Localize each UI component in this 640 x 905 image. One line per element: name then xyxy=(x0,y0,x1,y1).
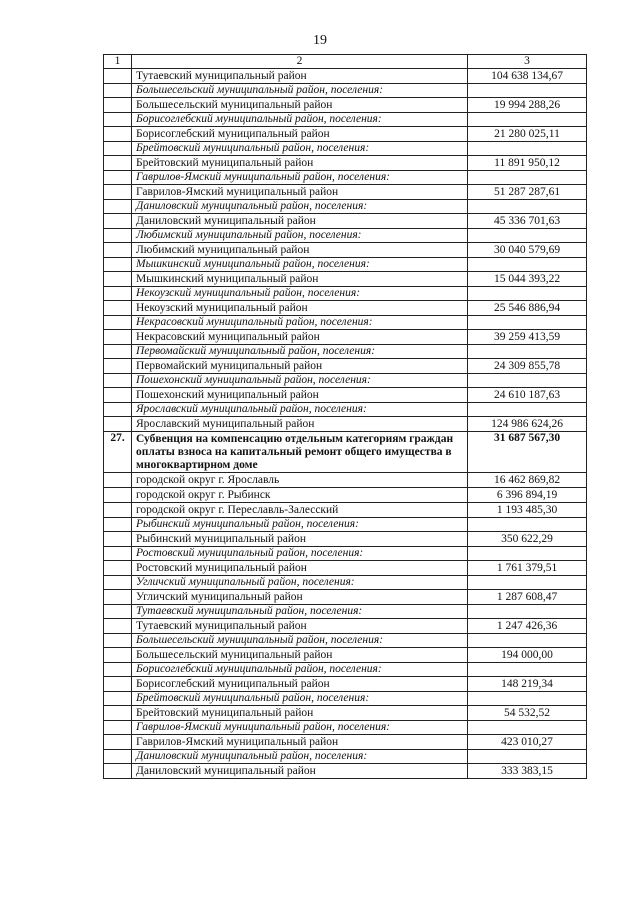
subheading-text: Пошехонский муниципальный район, поселения: xyxy=(132,374,468,388)
table-row xyxy=(104,735,587,750)
row-amount-cell xyxy=(468,576,587,590)
row-amount-cell: 15 044 393,22 xyxy=(468,272,587,287)
row-number-cell xyxy=(104,287,132,301)
row-name-cell: Даниловский муниципальный район xyxy=(132,764,468,779)
row-number-cell xyxy=(104,301,132,316)
subheading-text: Брейтовский муниципальный район, поселения: xyxy=(132,142,468,156)
row-number-cell xyxy=(104,330,132,345)
row-amount-cell: 21 280 025,11 xyxy=(468,127,587,142)
row-amount-cell: 16 462 869,82 xyxy=(468,473,587,488)
row-number-cell xyxy=(104,214,132,229)
row-name-cell: городской округ г. Рыбинск xyxy=(132,488,468,503)
subheading-text: Даниловский муниципальный район, поселения: xyxy=(132,200,468,214)
row-amount-cell xyxy=(468,374,587,388)
subheading-text: Гаврилов-Ямский муниципальный район, поселения: xyxy=(132,721,468,735)
row-amount-cell: 45 336 701,63 xyxy=(468,214,587,229)
row-number-cell xyxy=(104,503,132,518)
row-number-cell xyxy=(104,721,132,735)
row-name-cell: Ростовский муниципальный район xyxy=(132,561,468,576)
table-row xyxy=(104,301,587,316)
section-subheading-row xyxy=(104,750,587,764)
row-amount-cell: 333 383,15 xyxy=(468,764,587,779)
row-name-cell: Борисоглебский муниципальный район xyxy=(132,677,468,692)
subheading-text: Борисоглебский муниципальный район, поселения: xyxy=(132,663,468,677)
row-number-cell xyxy=(104,750,132,764)
section-subheading-row xyxy=(104,287,587,301)
row-number-cell xyxy=(104,473,132,488)
row-amount-cell: 1 193 485,30 xyxy=(468,503,587,518)
row-amount-cell: 194 000,00 xyxy=(468,648,587,663)
table-row xyxy=(104,619,587,634)
row-number-cell xyxy=(104,561,132,576)
table-row xyxy=(104,648,587,663)
table-row xyxy=(104,388,587,403)
row-amount-cell: 124 986 624,26 xyxy=(468,417,587,432)
row-number-cell xyxy=(104,590,132,605)
row-name-cell: Рыбинский муниципальный район xyxy=(132,532,468,547)
section-subheading-row xyxy=(104,547,587,561)
row-amount-cell xyxy=(468,403,587,417)
subheading-text: Большесельский муниципальный район, поселения: xyxy=(132,634,468,648)
table-row xyxy=(104,127,587,142)
row-amount-cell: 1 247 426,36 xyxy=(468,619,587,634)
section-subheading-row xyxy=(104,258,587,272)
row-name-cell: Гаврилов-Ямский муниципальный район xyxy=(132,735,468,750)
table-row xyxy=(104,330,587,345)
row-amount-cell xyxy=(468,316,587,330)
row-number-cell xyxy=(104,229,132,243)
row-name-cell: Гаврилов-Ямский муниципальный район xyxy=(132,185,468,200)
row-amount-cell xyxy=(468,692,587,706)
row-name-cell: Некоузский муниципальный район xyxy=(132,301,468,316)
section-subheading-row xyxy=(104,634,587,648)
subheading-text: Ростовский муниципальный район, поселения: xyxy=(132,547,468,561)
row-number-cell xyxy=(104,69,132,84)
row-amount-cell: 350 622,29 xyxy=(468,532,587,547)
row-amount-cell xyxy=(468,345,587,359)
row-number-cell xyxy=(104,243,132,258)
section-subheading-row xyxy=(104,692,587,706)
row-amount-cell: 24 309 855,78 xyxy=(468,359,587,374)
section-subheading-row xyxy=(104,229,587,243)
row-name-cell: Первомайский муниципальный район xyxy=(132,359,468,374)
section-subheading-row xyxy=(104,113,587,127)
row-name-cell: Любимский муниципальный район xyxy=(132,243,468,258)
row-name-cell: городской округ г. Переславль-Залесский xyxy=(132,503,468,518)
subheading-text: Угличский муниципальный район, поселения: xyxy=(132,576,468,590)
subheading-text: Даниловский муниципальный район, поселения: xyxy=(132,750,468,764)
row-number-cell xyxy=(104,547,132,561)
subheading-text: Гаврилов-Ямский муниципальный район, поселения: xyxy=(132,171,468,185)
row-amount-cell xyxy=(468,518,587,532)
table-row xyxy=(104,417,587,432)
row-number-cell xyxy=(104,374,132,388)
row-number-cell xyxy=(104,605,132,619)
section-subheading-row xyxy=(104,518,587,532)
subheading-text: Рыбинский муниципальный район, поселения: xyxy=(132,518,468,532)
row-name-cell: Тутаевский муниципальный район xyxy=(132,619,468,634)
row-number-cell xyxy=(104,677,132,692)
row-number-cell xyxy=(104,171,132,185)
table-row xyxy=(104,243,587,258)
row-number-cell xyxy=(104,258,132,272)
row-amount-cell: 39 259 413,59 xyxy=(468,330,587,345)
section-subheading-row xyxy=(104,576,587,590)
row-amount-cell: 19 994 288,26 xyxy=(468,98,587,113)
row-name-cell: Мышкинский муниципальный район xyxy=(132,272,468,287)
section-subheading-row xyxy=(104,171,587,185)
table-row xyxy=(104,272,587,287)
column-header-name: 2 xyxy=(132,55,468,69)
subheading-text: Борисоглебский муниципальный район, поселения: xyxy=(132,113,468,127)
row-name-cell: Тутаевский муниципальный район xyxy=(132,69,468,84)
row-name-cell: Брейтовский муниципальный район xyxy=(132,156,468,171)
table-header-row xyxy=(104,55,587,69)
subheading-text: Брейтовский муниципальный район, поселения: xyxy=(132,692,468,706)
row-name-cell: Пошехонский муниципальный район xyxy=(132,388,468,403)
row-name-cell: Угличский муниципальный район xyxy=(132,590,468,605)
row-amount-cell: 1 287 608,47 xyxy=(468,590,587,605)
section-subheading-row xyxy=(104,605,587,619)
row-number-cell xyxy=(104,764,132,779)
row-amount-cell xyxy=(468,84,587,98)
row-number-cell xyxy=(104,634,132,648)
row-number-cell xyxy=(104,619,132,634)
row-number-cell xyxy=(104,488,132,503)
table-row xyxy=(104,214,587,229)
row-name-cell: Некрасовский муниципальный район xyxy=(132,330,468,345)
row-amount-cell: 423 010,27 xyxy=(468,735,587,750)
row-name-cell: Брейтовский муниципальный район xyxy=(132,706,468,721)
row-name-cell: Даниловский муниципальный район xyxy=(132,214,468,229)
row-amount-cell: 24 610 187,63 xyxy=(468,388,587,403)
row-number-cell xyxy=(104,417,132,432)
row-number-cell xyxy=(104,359,132,374)
row-amount-cell xyxy=(468,113,587,127)
row-name-cell: Борисоглебский муниципальный район xyxy=(132,127,468,142)
table-row xyxy=(104,677,587,692)
row-amount-cell xyxy=(468,171,587,185)
section-subheading-row xyxy=(104,142,587,156)
section-subheading-row xyxy=(104,403,587,417)
subheading-text: Мышкинский муниципальный район, поселения: xyxy=(132,258,468,272)
budget-item-row xyxy=(104,432,587,473)
row-name-cell: Субвенция на компенсацию отдельным категориям граждан оплаты взноса на капитальный ремонт общего имущества в многоквартирном доме xyxy=(132,432,468,473)
row-amount-cell xyxy=(468,287,587,301)
row-amount-cell: 1 761 379,51 xyxy=(468,561,587,576)
row-number-cell xyxy=(104,272,132,287)
table-row xyxy=(104,488,587,503)
row-number-cell xyxy=(104,518,132,532)
page-number: 19 xyxy=(313,33,327,48)
table-row xyxy=(104,532,587,547)
row-number-cell xyxy=(104,706,132,721)
row-number-cell xyxy=(104,127,132,142)
row-amount-cell xyxy=(468,142,587,156)
table-row xyxy=(104,764,587,779)
row-amount-cell: 104 638 134,67 xyxy=(468,69,587,84)
section-subheading-row xyxy=(104,345,587,359)
row-number-cell xyxy=(104,532,132,547)
row-number-cell: 27. xyxy=(104,432,132,473)
subheading-text: Первомайский муниципальный район, поселения: xyxy=(132,345,468,359)
row-amount-cell: 148 219,34 xyxy=(468,677,587,692)
row-number-cell xyxy=(104,735,132,750)
row-number-cell xyxy=(104,200,132,214)
row-amount-cell xyxy=(468,634,587,648)
row-name-cell: Ярославский муниципальный район xyxy=(132,417,468,432)
row-number-cell xyxy=(104,663,132,677)
row-amount-cell xyxy=(468,605,587,619)
row-amount-cell: 54 532,52 xyxy=(468,706,587,721)
table-row xyxy=(104,98,587,113)
table-row xyxy=(104,359,587,374)
row-amount-cell xyxy=(468,200,587,214)
budget-table xyxy=(103,54,587,779)
row-number-cell xyxy=(104,84,132,98)
row-number-cell xyxy=(104,142,132,156)
section-subheading-row xyxy=(104,663,587,677)
section-subheading-row xyxy=(104,200,587,214)
table-row xyxy=(104,69,587,84)
subheading-text: Некоузский муниципальный район, поселения: xyxy=(132,287,468,301)
row-number-cell xyxy=(104,388,132,403)
column-header-amount: 3 xyxy=(468,55,587,69)
section-subheading-row xyxy=(104,721,587,735)
row-amount-cell xyxy=(468,229,587,243)
subheading-text: Ярославский муниципальный район, поселения: xyxy=(132,403,468,417)
table-row xyxy=(104,185,587,200)
column-header-number: 1 xyxy=(104,55,132,69)
row-amount-cell xyxy=(468,750,587,764)
row-number-cell xyxy=(104,692,132,706)
row-amount-cell: 51 287 287,61 xyxy=(468,185,587,200)
table-row xyxy=(104,590,587,605)
row-number-cell xyxy=(104,345,132,359)
row-amount-cell: 30 040 579,69 xyxy=(468,243,587,258)
subheading-text: Некрасовский муниципальный район, поселения: xyxy=(132,316,468,330)
subheading-text: Большесельский муниципальный район, поселения: xyxy=(132,84,468,98)
row-amount-cell xyxy=(468,663,587,677)
row-number-cell xyxy=(104,648,132,663)
table-row xyxy=(104,503,587,518)
budget-table-body xyxy=(104,55,587,779)
subheading-text: Тутаевский муниципальный район, поселения: xyxy=(132,605,468,619)
section-subheading-row xyxy=(104,374,587,388)
row-number-cell xyxy=(104,185,132,200)
row-number-cell xyxy=(104,98,132,113)
table-row xyxy=(104,561,587,576)
row-number-cell xyxy=(104,113,132,127)
row-number-cell xyxy=(104,403,132,417)
row-amount-cell: 25 546 886,94 xyxy=(468,301,587,316)
section-subheading-row xyxy=(104,316,587,330)
section-subheading-row xyxy=(104,84,587,98)
table-row xyxy=(104,706,587,721)
table-row xyxy=(104,473,587,488)
row-name-cell: Большесельский муниципальный район xyxy=(132,648,468,663)
row-amount-cell xyxy=(468,258,587,272)
row-amount-cell: 6 396 894,19 xyxy=(468,488,587,503)
row-amount-cell xyxy=(468,721,587,735)
table-row xyxy=(104,156,587,171)
row-amount-cell: 31 687 567,30 xyxy=(468,432,587,473)
row-name-cell: Большесельский муниципальный район xyxy=(132,98,468,113)
row-amount-cell xyxy=(468,547,587,561)
subheading-text: Любимский муниципальный район, поселения: xyxy=(132,229,468,243)
row-amount-cell: 11 891 950,12 xyxy=(468,156,587,171)
row-number-cell xyxy=(104,316,132,330)
row-name-cell: городской округ г. Ярославль xyxy=(132,473,468,488)
row-number-cell xyxy=(104,156,132,171)
row-number-cell xyxy=(104,576,132,590)
